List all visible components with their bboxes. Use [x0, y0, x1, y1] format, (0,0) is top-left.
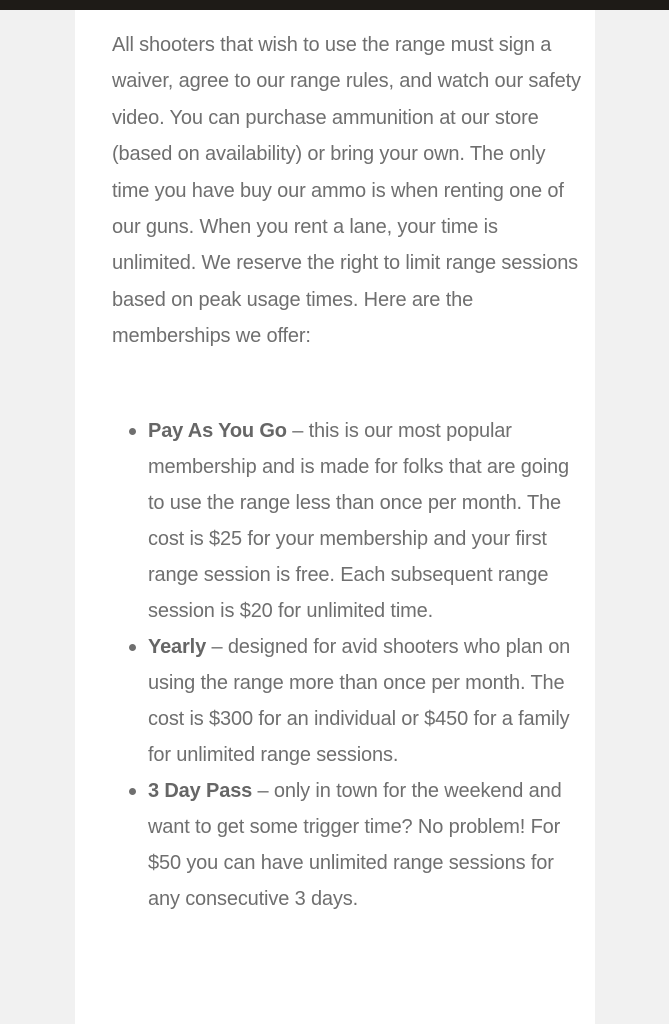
- membership-name: 3 Day Pass: [148, 780, 253, 802]
- intro-paragraph: All shooters that wish to use the range must sign a waiver, agree to our range rules, and watch our safety video. You can purchase ammunition at our store (based on availability) or bring your own. The only time you have buy our ammo is when renting one of our guns. When you rent a lane, your time is unlimited. We reserve the right to limit range sessions based on peak usage times. Here are the memberships we offer:: [112, 34, 581, 348]
- membership-name: Pay As You Go: [148, 420, 287, 442]
- content-card: [75, 10, 595, 1024]
- membership-list: [112, 413, 582, 917]
- membership-description: – only in town for the weekend and want to get some trigger time? No problem! For $50 you can have unlimited range sessions for any consecutive 3 days.: [148, 780, 562, 910]
- bullet-icon: [129, 428, 136, 435]
- list-item-yearly: [112, 629, 582, 773]
- list-item-pay-as-you-go: [112, 413, 582, 629]
- bullet-icon: [129, 644, 136, 651]
- membership-description: – this is our most popular membership and is made for folks that are going to use the range less than once per month. The cost is $25 for your membership and your first range session is free. Each subsequent range session is $20 for unlimited time.: [148, 420, 569, 622]
- top-status-bar: [0, 0, 669, 10]
- list-item-3-day-pass: [112, 773, 582, 917]
- membership-description: – designed for avid shooters who plan on using the range more than once per month. The cost is $300 for an individual or $450 for a family for unlimited range sessions.: [148, 636, 571, 766]
- membership-name: Yearly: [148, 636, 207, 658]
- bullet-icon: [129, 788, 136, 795]
